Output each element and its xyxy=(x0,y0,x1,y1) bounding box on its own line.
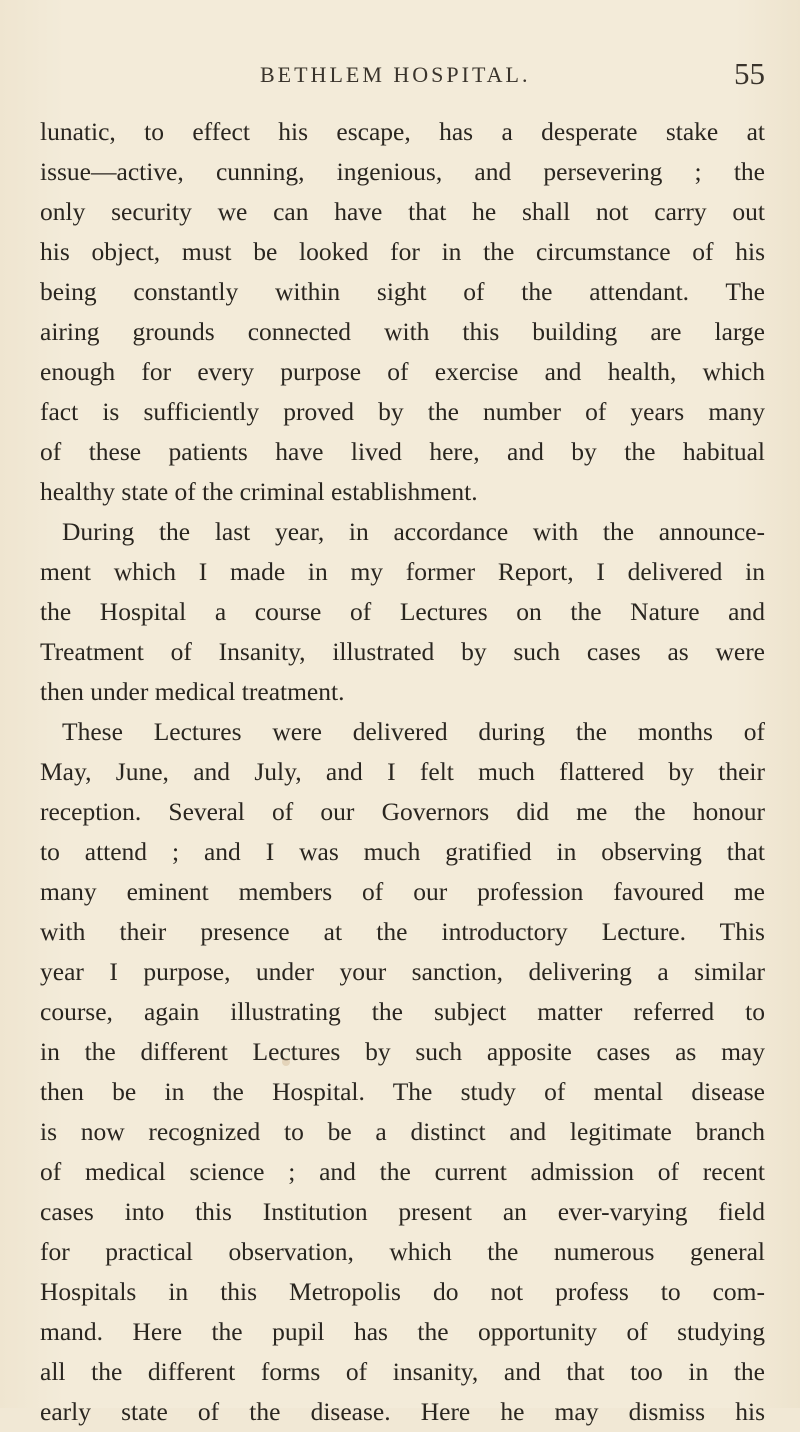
running-head: BETHLEM HOSPITAL. xyxy=(260,62,531,87)
text-line: is now recognized to be a distinct and legitimate branch xyxy=(40,1117,765,1146)
text-line: During the last year, in accordance with the announce- xyxy=(62,517,765,546)
text-line: cases into this Institution present an ever-varying field xyxy=(40,1197,765,1226)
page-number: 55 xyxy=(734,56,765,91)
text-line: ment which I made in my former Report, I delivered in xyxy=(40,557,765,586)
text-line: airing grounds connected with this building are large xyxy=(40,317,765,346)
text-line: his object, must be looked for in the circumstance of his xyxy=(40,237,765,266)
text-line: lunatic, to effect his escape, has a desperate stake at xyxy=(40,117,765,146)
text-line: many eminent members of our profession favoured me xyxy=(40,877,765,906)
text-line: to attend ; and I was much gratified in observing that xyxy=(40,837,765,866)
text-line: These Lectures were delivered during the months of xyxy=(62,717,765,746)
text-line: the Hospital a course of Lectures on the Nature and xyxy=(40,597,765,626)
text-line: with their presence at the introductory Lecture. This xyxy=(40,917,765,946)
text-line: only security we can have that he shall not carry out xyxy=(40,197,765,226)
text-line: in the different Lectures by such apposite cases as may xyxy=(40,1037,765,1066)
paper-blemish xyxy=(282,1058,290,1066)
text-line: healthy state of the criminal establishment. xyxy=(40,477,478,506)
page-header xyxy=(140,56,765,102)
text-line: reception. Several of our Governors did me the honour xyxy=(40,797,765,826)
text-line: of these patients have lived here, and by the habitual xyxy=(40,437,765,466)
text-line: enough for every purpose of exercise and health, which xyxy=(40,357,765,386)
text-line: course, again illustrating the subject matter referred to xyxy=(40,997,765,1026)
text-line: Hospitals in this Metropolis do not profess to com- xyxy=(40,1277,765,1306)
text-line: early state of the disease. Here he may dismiss his xyxy=(40,1397,765,1426)
text-line: all the different forms of insanity, and that too in the xyxy=(40,1357,765,1386)
text-line: Treatment of Insanity, illustrated by such cases as were xyxy=(40,637,765,666)
text-line: then under medical treatment. xyxy=(40,677,345,706)
text-line: fact is sufficiently proved by the number of years many xyxy=(40,397,765,426)
text-line: year I purpose, under your sanction, delivering a similar xyxy=(40,957,765,986)
text-line: issue—active, cunning, ingenious, and persevering ; the xyxy=(40,157,765,186)
text-line: mand. Here the pupil has the opportunity of studying xyxy=(40,1317,765,1346)
text-line: May, June, and July, and I felt much flattered by their xyxy=(40,757,765,786)
text-line: then be in the Hospital. The study of mental disease xyxy=(40,1077,765,1106)
text-line: of medical science ; and the current admission of recent xyxy=(40,1157,765,1186)
text-line: being constantly within sight of the attendant. The xyxy=(40,277,765,306)
text-line: for practical observation, which the numerous general xyxy=(40,1237,765,1266)
